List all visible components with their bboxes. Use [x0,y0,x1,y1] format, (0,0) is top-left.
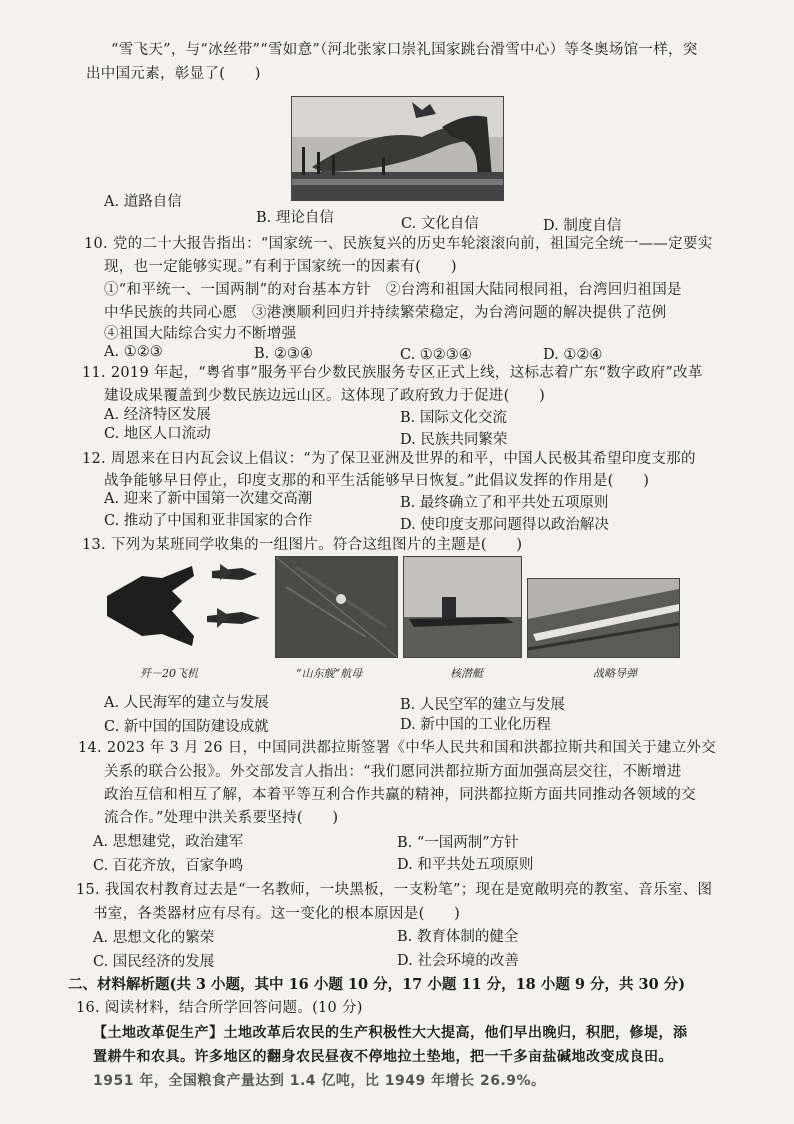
q13-option-a: A. 人民海军的建立与发展 [104,695,269,711]
nuclear-submarine-photo [403,556,522,658]
section-2-heading: 二、材料解析题(共 3 小题，其中 16 小题 10 分，17 小题 11 分，18 小题 9 分，共 30 分) [68,976,686,993]
q11-option-d: D. 民族共同繁荣 [400,432,508,448]
q16-material-line2: 置耕牛和农具。许多地区的翻身农民昼夜不停地拉土垫地，把一千多亩盐碱地改变成良田。 [93,1049,673,1065]
q10-line3: ①“和平统一、一国两制”的对台基本方针 ②台湾和祖国大陆同根同祖，台湾回归祖国是 [104,282,682,298]
q16-material-tag: 【土地改革促生产】 [93,1025,224,1041]
q14-line1: 14. 2023 年 3 月 26 日，中国同洪都拉斯签署《中华人民共和国和洪都拉斯共和国关于建立外交 [78,740,717,756]
q13-option-b: B. 人民空军的建立与发展 [400,697,565,713]
q16-material-text1: 土地改革后农民的生产积极性大大提高，他们早出晚归，积肥，修堤，添 [223,1025,688,1041]
q14-line4: 流合作。”处理中洪关系要坚持( ) [104,810,339,826]
caption-submarine: 核潜艇 [450,667,483,680]
q10-line1: 10. 党的二十大报告指出：“国家统一、民族复兴的历史车轮滚滚向前，祖国完全统一——定要实 [84,236,713,252]
snow-flying-sky-venue-photo [291,96,504,201]
q12-option-d: D. 使印度支那问题得以政治解决 [400,517,609,533]
caption-carrier: “山东舰”航母 [296,667,363,680]
strategic-missile-photo [527,578,680,658]
q10-line2: 现，也一定能够实现。”有利于国家统一的因素有( ) [104,259,457,275]
q9-option-c: C. 文化自信 [401,216,479,232]
q10-option-a: A. ①②③ [104,344,163,360]
q14-option-a: A. 思想建党，政治建军 [93,834,244,850]
q13-option-d: D. 新中国的工业化历程 [400,717,551,733]
q9-option-b: B. 理论自信 [256,210,334,226]
q14-option-d: D. 和平共处五项原则 [397,857,534,873]
q10-option-b: B. ②③④ [254,346,313,362]
q14-option-c: C. 百花齐放，百家争鸣 [93,858,244,874]
q15-option-d: D. 社会环境的改善 [397,953,519,969]
q9-option-d: D. 制度自信 [543,218,622,234]
q11-line1: 11. 2019 年起，“粤省事”服务平台少数民族服务专区正式上线，这标志着广东“数字政府”改革 [82,365,703,381]
q14-option-b: B. “一国两制”方针 [397,835,519,851]
q15-option-b: B. 教育体制的健全 [397,929,519,945]
q10-option-c: C. ①②③④ [400,347,472,363]
q12-line1: 12. 周恩来在日内瓦会议上倡议：“为了保卫亚洲及世界的和平，中国人民极其希望印度支那的 [82,451,696,467]
q13-line1: 13. 下列为某班同学收集的一组图片。符合这组图片的主题是( ) [82,537,523,553]
q9-option-a: A. 道路自信 [104,194,182,210]
q14-line2: 关系的联合公报》。外交部发言人指出：“我们愿同洪都拉斯方面加强高层交往，不断增进 [104,764,682,780]
q16-line1: 16. 阅读材料，结合所学回答问题。(10 分) [76,1000,363,1016]
q11-option-b: B. 国际文化交流 [400,410,507,426]
q12-option-a: A. 迎来了新中国第一次建交高潮 [104,491,313,507]
q16-material-line3: 1951 年，全国粮食产量达到 1.4 亿吨，比 1949 年增长 26.9%。 [93,1073,546,1089]
q15-option-a: A. 思想文化的繁荣 [93,930,215,946]
q14-line3: 政治互信和相互了解，本着平等互利合作共赢的精神，同洪都拉斯方面共同推动各领域的交 [104,787,696,803]
q12-option-b: B. 最终确立了和平共处五项原则 [400,495,609,511]
q10-line4: 中华民族的共同心愿 ③港澳顺利回归并持续繁荣稳定，为台湾问题的解决提供了范例 [104,305,667,321]
q9-line2: 出中国元素，彰显了( ) [86,66,261,82]
caption-j20: 歼－20飞机 [140,667,198,680]
q15-option-c: C. 国民经济的发展 [93,954,215,970]
q16-material-line1 [93,1023,688,1043]
q15-line1: 15. 我国农村教育过去是“一名教师，一块黑板，一支粉笔”；现在是宽敞明亮的教室、音乐室、图 [76,882,713,898]
j20-fighter-photo [102,556,267,656]
q11-option-a: A. 经济特区发展 [104,407,211,423]
shandong-carrier-photo [275,556,398,658]
q10-line5: ④祖国大陆综合实力不断增强 [104,326,297,342]
q11-line2: 建设成果覆盖到少数民族边远山区。这体现了政府致力于促进( ) [104,388,546,404]
q12-option-c: C. 推动了中国和亚非国家的合作 [104,513,313,529]
q11-option-c: C. 地区人口流动 [104,426,211,442]
caption-missile: 战略导弹 [593,667,637,680]
q10-option-d: D. ①②④ [543,347,603,363]
q12-line2: 战争能够早日停止，印度支那的和平生活能够早日恢复。”此倡议发挥的作用是( ) [104,473,650,489]
q15-line2: 书室，各类器材应有尽有。这一变化的根本原因是( ) [93,906,461,922]
q13-option-c: C. 新中国的国防建设成就 [104,719,269,735]
q9-line1: “雪飞天”，与“冰丝带”“雪如意”（河北张家口崇礼国家跳台滑雪中心）等冬奥场馆一样，突 [111,42,698,58]
